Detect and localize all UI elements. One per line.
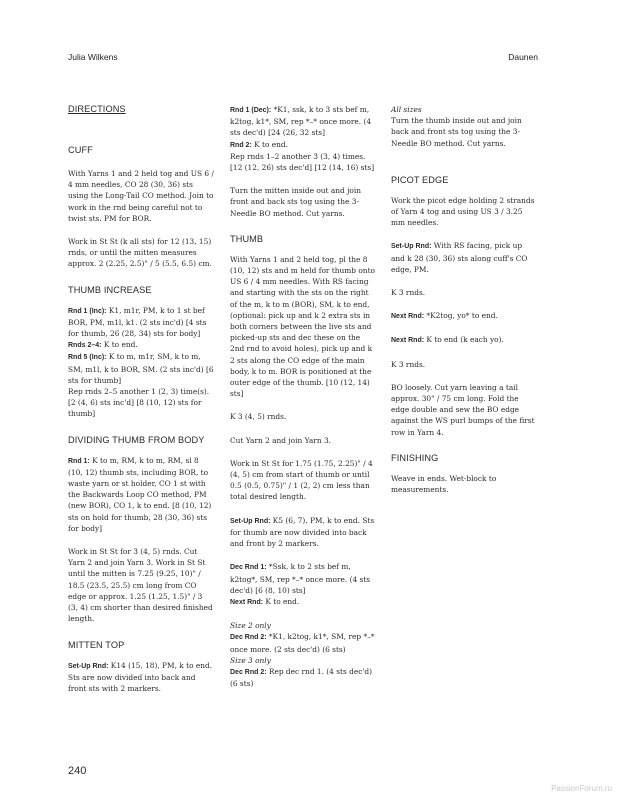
div-rnd1-text: K to m, RM, k to m, RM, sl 8 (10, 12) thumb sts, including BOR, to waste yarn or st holder, CO 1 st with the Backwards Loop CO method, PM (new BOR), CO 1, k to end. [8 (10, 12) sts on hold for thumb, 28 (30, 36) sts for body] [68,455,212,533]
thumb-paragraph-4: Work in St St for 1.75 (1.75, 2.25)" / 4 (4, 5) cm from start of thumb or until 0.5 (0.5, 0.75)" / 1 (2, 2) cm less than total desired length. [230,458,373,502]
mitten-top-turn: Turn the mitten inside out and join front and back sts tog using the 3-Needle BO method. Cut yarns. [230,186,361,218]
thumb-paragraph-1: With Yarns 1 and 2 held tog, pl the 8 (10, 12) sts and m held for thumb onto US 6 / 4 mm needles. With RS facing and starting with the sts on the right of the m, k to m (BOR), SM, k to end, (optional: pick up and k 2 extra sts in both corners between the live sts and picked-up sts and dec these on the 2nd rnd to avoid holes), pick up and k 2 sts along the CO edge of the main body, k to m. BOR is positioned at the outer edge of the thumb. [10 (12, 14) sts] [230,254,375,399]
th-dec2b-label: Dec Rnd 2: [230,668,267,676]
picot-setup [391,240,537,275]
thumb-decreases [230,561,376,608]
mitten-top-repeat: Rep rnds 1–2 another 3 (3, 4) times. [12 (12, 26) sts dec'd] [12 (14, 16) sts] [230,151,375,173]
pe-next1-label: Next Rnd: [391,313,425,321]
running-head-author: Julia Wilkens [68,52,118,62]
cuff-paragraph-2: Work in St St (k all sts) for 12 (13, 15) rnds, or until the mitten measures approx. 2 (2.25, 2.5)" / 5 (5.5, 6.5) cm. [68,237,212,269]
running-head-title: Daunen [508,52,538,62]
thumb-heading: THUMB [230,233,264,244]
page-number: 240 [68,765,87,777]
picot-k3-second: K 3 rnds. [391,359,426,369]
dec-rnd1-label: Rnd 1 (Dec): [230,107,272,114]
picot-next-rnd-2 [391,334,537,346]
column-2 [230,104,376,701]
picot-next-rnd-1 [391,310,537,322]
div-rnd1-label: Rnd 1: [68,457,90,465]
thumb-paragraph-2: K 3 (4, 5) rnds. [230,412,287,422]
rnd1-inc-text: K1, m1r, PM, k to 1 st bef BOR, PM, m1l, k1. (2 sts inc'd) [4 sts for thumb, 26 (28, 34) sts for body] [68,305,207,339]
finishing-paragraph: Weave in ends. Wet-block to measurements. [391,473,497,495]
picot-paragraph-1: Work the picot edge holding 2 strands of Yarn 4 tog and using US 3 / 3.25 mm needles. [391,195,535,228]
dividing-rnd1 [68,455,214,534]
rnd1-inc-label: Rnd 1 (Inc): [68,307,107,315]
rnds2-4-label: Rnds 2–4: [68,342,102,350]
mitten-top-setup [68,660,214,695]
mitten-top-heading: MITTEN TOP [68,639,125,650]
th-next-label: Next Rnd: [230,598,264,606]
all-sizes-text: Turn the thumb inside out and join back and front sts tog using the 3-Needle BO method. Cut yarns. [391,116,522,148]
th-dec2-label: Dec Rnd 2: [230,634,267,642]
directions-heading: DIRECTIONS [68,104,126,114]
th-dec1-label: Dec Rnd 1: [230,564,267,572]
dec-rnd1-text: *K1, ssk, k to 3 sts bef m, k2tog, k1*, SM, rep *–* once more. (4 sts dec'd) [24 (26, 32 sts] [230,105,372,138]
column-3 [391,104,537,507]
rnd5-inc-text: K to m, m1r, SM, k to m, SM, m1l, k to BOR, SM. (2 sts inc'd) [6 sts for thumb] [68,352,214,385]
th-next-text: K to end. [263,596,300,606]
watermark: PassionForum.ru [551,784,612,793]
cuff-paragraph-1: With Yarns 1 and 2 held tog and US 6 / 4 mm needles, CO 28 (30, 36) sts using the Long-Tail CO method. Join to work in the rnd being careful not to twist sts. PM for BOR. [68,169,214,223]
picot-edge-heading: PICOT EDGE [391,174,449,185]
thumb-increase-heading: THUMB INCREASE [68,284,152,295]
size-3-only: Size 3 only [230,655,271,665]
all-sizes-block [391,104,537,149]
thumb-size-variants [230,620,376,689]
th-setup-text: K5 (6, 7), PM, k to end. Sts for thumb are now divided into back and front by 2 markers. [230,515,375,549]
thumb-paragraph-3: Cut Yarn 2 and join Yarn 3. [230,435,332,445]
thumb-increase-instructions [68,305,214,386]
picot-k3-first: K 3 rnds. [391,288,426,298]
th-dec1-text: *Ssk, k to 2 sts bef m, k2tog*, SM, rep *–* once more. (4 sts dec'd) [6 (8, 10) sts] [230,562,371,595]
th-setup-label: Set-Up Rnd: [230,517,271,525]
mt-setup-text: K14 (15, 18), PM, k to end. Sts are now divided into back and front sts with 2 markers. [68,660,213,693]
pe-next1-text: *K2tog, yo* to end. [424,311,498,321]
picot-bind-off: BO loosely. Cut yarn leaving a tail approx. 30" / 75 cm long. Fold the edge double and sew the BO edge against the WS purl bumps of the first row in Yarn 4. [391,382,535,437]
pe-setup-label: Set-Up Rnd: [391,243,432,251]
dividing-thumb-heading: DIVIDING THUMB FROM BODY [68,434,205,445]
dec-rnd2-label: Rnd 2: [230,141,252,149]
dividing-paragraph-2: Work in St St for 3 (4, 5) rnds. Cut Yarn 2 and join Yarn 3. Work in St St until the mitten is 7.25 (9.25, 10)" / 18.5 (23.5, 25.5) cm long from CO edge or approx. 1.25 (1.25, 1.5)" / 3 (3, 4) cm shorter than desired finished length. [68,547,213,624]
column-1 [68,104,214,706]
size-2-only: Size 2 only [230,621,271,631]
all-sizes-label: All sizes [391,105,422,114]
pe-next2-label: Next Rnd: [391,337,425,345]
thumb-setup [230,515,376,550]
mt-setup-label: Set-Up Rnd: [68,662,109,670]
rnds2-4-text: K to end. [101,340,138,350]
thumb-increase-repeat: Rep rnds 2–5 another 1 (2, 3) time(s).[2 (4, 6) sts inc'd] [8 (10, 12) sts for thumb] [68,387,210,419]
th-dec2-text: *K1, k2tog, k1*, SM, rep *–* once more. (2 sts dec'd) (6 sts) [230,632,375,654]
pe-setup-text: With RS facing, pick up and k 28 (30, 36) sts along cuff's CO edge, PM. [391,241,528,274]
finishing-heading: FINISHING [391,452,439,463]
dec-rnd2-text: K to end. [251,139,288,149]
mitten-top-decreases [230,104,376,151]
th-dec2b-text: Rep dec rnd 1. (4 sts dec'd) (6 sts) [230,666,373,689]
cuff-heading: CUFF [68,145,93,155]
rnd5-inc-label: Rnd 5 (Inc): [68,354,107,362]
pe-next2-text: K to end (k each yo). [424,335,504,345]
